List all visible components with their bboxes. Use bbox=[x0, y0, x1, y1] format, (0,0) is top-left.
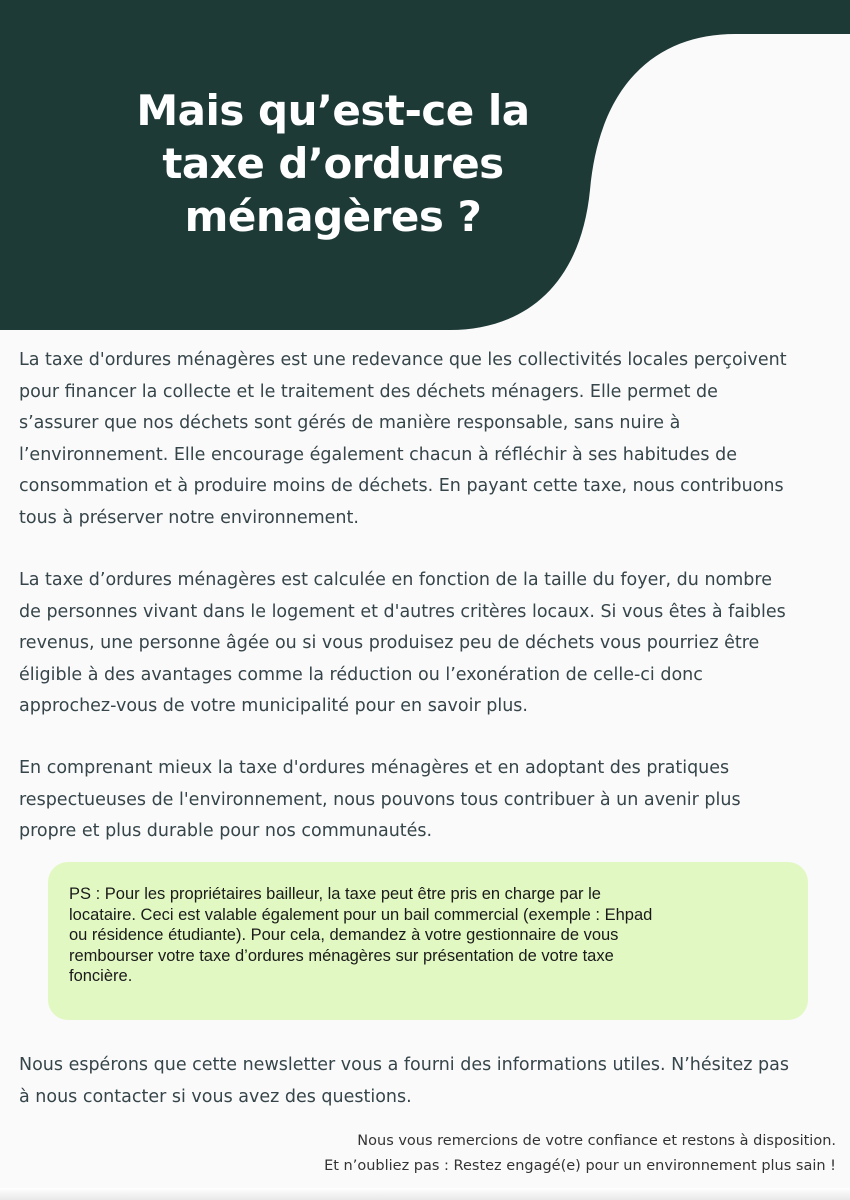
page-bottom-edge bbox=[0, 1188, 850, 1200]
page-title: Mais qu’est-ce la taxe d’ordures ménagères ? bbox=[136, 86, 530, 241]
closing-line-1: Nous vous remercions de votre confiance et restons à disposition. bbox=[357, 1133, 836, 1149]
ps-note-box bbox=[48, 862, 808, 1020]
paragraph-definition: La taxe d'ordures ménagères est une redevance que les collectivités locales perçoivent pour financer la collecte et le traitement des déchets ménagers. Elle permet de s’assurer que nos déchets sont gérés de manière responsable, sans nuire à l’environnement. Elle encourage également chacun à réfléchir à ses habitudes de consommation et à produire moins de déchets. En payant cette taxe, nous contribuons tous à préserver notre environnement. bbox=[19, 350, 787, 528]
ps-note-text: PS : Pour les propriétaires bailleur, la taxe peut être pris en charge par le locataire. Ceci est valable également pour un bail commercial (exemple : Ehpad ou résidence étudiante). Pour cela, demandez à votre gestionnaire de vous rembourser votre taxe d’ordures ménagères sur présentation de votre taxe foncière. bbox=[69, 885, 653, 985]
newsletter-note: Nous espérons que cette newsletter vous a fourni des informations utiles. N’hésitez pas à nous contacter si vous avez des questions. bbox=[19, 1055, 789, 1107]
closing-line-2: Et n’oubliez pas : Restez engagé(e) pour un environnement plus sain ! bbox=[324, 1158, 836, 1174]
paragraph-calculation: La taxe d’ordures ménagères est calculée en fonction de la taille du foyer, du nombre de personnes vivant dans le logement et d'autres critères locaux. Si vous êtes à faibles revenus, une personne âgée ou si vous produisez peu de déchets vous pourriez être éligible à des avantages comme la réduction ou l’exonération de celle-ci donc approchez-vous de votre municipalité pour en savoir plus. bbox=[19, 570, 786, 716]
paragraph-conclusion: En comprenant mieux la taxe d'ordures ménagères et en adoptant des pratiques respectueuses de l'environnement, nous pouvons tous contribuer à un avenir plus propre et plus durable pour nos communautés. bbox=[19, 758, 741, 841]
closing-message bbox=[324, 1129, 836, 1179]
